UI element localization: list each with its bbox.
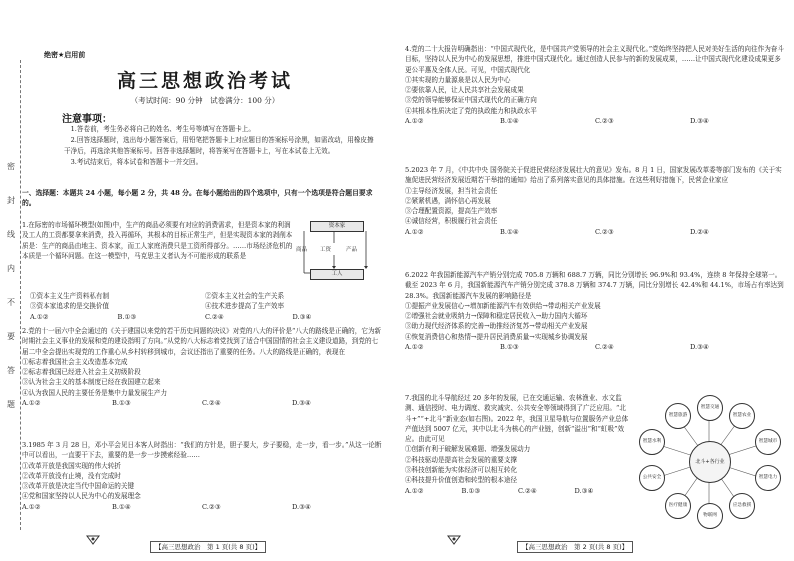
- option: ④恢复消费信心和热情→提升居民消费质量→实现城乡协调发展: [405, 332, 588, 341]
- question-stem: 5.2023 年 7 月，《中共中央 国务院关于促进民营经济发展壮大的意见》发布。8 月 1 日，国家发展改革委等部门发布的《关于实施促进民营经济发展近期若干举措的通知》给出了系列落实意见的具体措施。在这些利好措施下，民营企业家应: [405, 166, 782, 185]
- option: ②标志着我国已经进入社会主义初级阶段: [22, 368, 141, 377]
- question-4: [405, 44, 785, 126]
- answer-choice: B.①④: [500, 117, 519, 126]
- option: ③党的领导能够保证中国式现代化的正确方向: [405, 96, 537, 105]
- binding-line-text: [4, 160, 18, 432]
- option: ①提振产业发展信心→增加新能源汽车有效供给→带动相关产业发展: [405, 301, 601, 310]
- secret-label: 绝密★启用前: [44, 51, 86, 59]
- footer-label: 【高三思想政治 第 1 页(共 8 页)】: [150, 541, 266, 553]
- notice-title: 注意事项：: [62, 114, 112, 125]
- option: ③改革开放是决定当代中国命运的关键: [22, 482, 135, 491]
- product-label: 产品: [346, 247, 358, 253]
- publisher-logo-icon: [86, 535, 100, 545]
- binding-char: 要: [7, 332, 15, 341]
- worker-box: 工人: [310, 269, 364, 280]
- answer-choice: C.②④: [202, 399, 221, 408]
- answer-choice: A.①②: [405, 117, 424, 126]
- option: ④科技提升价值创造和转型的根本途径: [405, 476, 518, 485]
- answer-choice: C.②③: [595, 227, 614, 236]
- answer-choice: B.①④: [500, 227, 519, 236]
- wheel-node: 智慧农业: [729, 403, 755, 429]
- option: ②科技驱动是提高社会发展的重要支撑: [405, 455, 518, 464]
- notice-item: 3.考试结束后，将本试卷和答题卡一并交回。: [70, 158, 203, 166]
- answer-choice: C.②④: [205, 312, 224, 321]
- publisher-logo-icon: [447, 535, 461, 545]
- binding-char: 密: [7, 162, 15, 171]
- option: ①主导经济发展，担当社会责任: [405, 186, 498, 195]
- binding-char: 封: [7, 196, 15, 205]
- answer-choice: B.①③: [112, 399, 131, 408]
- answer-choice: B.①③: [500, 343, 519, 352]
- wheel-node: 公共安全: [639, 465, 665, 491]
- answer-choice: D.②④: [690, 227, 709, 236]
- capitalist-box: 资本家: [310, 221, 364, 232]
- option: ④认为我国人民的主要任务是集中力量发展生产力: [22, 388, 168, 397]
- option: ③助力现代经济体系的完善→助推经济复苏→带动相关产业发展: [405, 322, 588, 331]
- question-stem: 2.党的十一届六中全会通过的《关于建国以来党的若干历史问题的决议》对党的八大的评价是“八大的路线是正确的，它为新时期社会主义事业的发展和党的建设指明了方向。”从党的八大标志着党找到了适合中国国情的社会主义建设道路，到党的七届二中全会提出实现党的工作重心从乡村转移到城市，会议还指出了重要的任务。八大的路线是正确的，表现在: [22, 327, 382, 356]
- binding-dashed-line: [20, 60, 21, 530]
- option: ①改革开放是我国实现的伟大转折: [22, 461, 121, 470]
- binding-char: 答: [7, 366, 15, 375]
- wheel-node: 智慧城市: [755, 429, 781, 455]
- wheel-node: 应急救援: [729, 493, 755, 519]
- answer-choice: A.①②: [22, 502, 41, 511]
- option: ②紧紧机遇，满怀信心再发展: [405, 196, 491, 205]
- option: ④其根本性质决定了党的执政能力和执政水平: [405, 106, 537, 115]
- wheel-node: 医疗健康: [665, 493, 691, 519]
- question-2: [22, 326, 382, 408]
- wheel-node: 物联网: [697, 503, 723, 529]
- answer-choice: D.③④: [690, 117, 709, 126]
- answer-choice: D.③④: [292, 399, 311, 408]
- question-7: [405, 393, 631, 496]
- wheel-node: 智慧水利: [639, 429, 665, 455]
- wage-label: 工资: [320, 247, 332, 253]
- wheel-hub: 北斗+各行业: [689, 441, 731, 483]
- question-stem: 7.我国的北斗导航经过 20 多年的发展，已在交通运输、农林渔业、水文监测、通信授时、电力调度、救灾减灾、公共安全等领域得到了广泛应用。“北斗+”“+北斗”新业态(如右图)。2022 年，我国卫星导航与位置服务产业总体产值达到 5007 亿元，其中以北斗为核心的产业链，创新“溢出”和“虹吸”效应。由此可见: [405, 394, 629, 444]
- beidou-industry-wheel: [633, 395, 793, 530]
- answer-choice: D.③④: [292, 502, 311, 511]
- question-1: [22, 220, 294, 261]
- answer-choice: C.②③: [202, 502, 221, 511]
- question-3: [22, 440, 382, 512]
- market-cycle-diagram: [296, 221, 376, 287]
- answer-choice: C.②④: [518, 486, 537, 495]
- wheel-node: 智慧交通: [697, 395, 723, 421]
- answer-choice: B.①④: [112, 502, 131, 511]
- binding-char: 题: [7, 400, 15, 409]
- answer-choice: A.①②: [405, 343, 424, 352]
- notice-item: 1.答卷前，考生务必将自己的姓名、考生号等填写在答题卡上。: [70, 125, 255, 133]
- footer-label: 【高三思想政治 第 2 页(共 8 页)】: [517, 541, 633, 553]
- option: ①标志着我国社会主义改造基本完成: [22, 357, 128, 366]
- question-stem: 3.1985 年 3 月 28 日，邓小平会见日本客人时指出：“我们的方针是，胆子要大，步子要稳，走一步，看一步。”从这一论断中可以看出，一直要干下去，重要的是一步一步摸索经验……: [22, 441, 382, 460]
- page-footer: [150, 542, 266, 551]
- wheel-node: 智慧电力: [755, 465, 781, 491]
- option: ①资本主义生产资料私有制: [30, 292, 110, 300]
- question-stem: 4.党的二十大报告明确指出：“中国式现代化，是中国共产党领导的社会主义现代化。”党始终坚持把人民对美好生活的向往作为奋斗目标，坚持以人民为中心的发展思想，推进中国式现代化。通过创造人民参与的新的发展成果，……让中国式现代化建设成果更多更公平惠及全体人民。可见，中国式现代化: [405, 45, 784, 74]
- question-5: [405, 165, 785, 237]
- wheel-node: 智慧旅游: [665, 403, 691, 429]
- answer-choice: A.①②: [22, 399, 41, 408]
- question-6: [405, 270, 785, 352]
- question-stem: 1.在际密的市场循环模型(如图)中，生产的商品必须要有对应的消费需求，但是资本家的利润及工人的工资都要拿来消费，投入再循环，其根本的目标正常生产，但是实现资本家的剥削本质是：生产的商品由地主、资本家，而工人家庭消费只是工资所得部分。……市场经济危机的本质是一个循环问题。在这一模型中，马克思主义者认为不可能形成的联系是: [22, 221, 293, 260]
- notice-body: [64, 124, 380, 168]
- answer-choice: A.①②: [405, 486, 424, 495]
- option: ③资本家追求的是交换价值: [30, 302, 110, 311]
- diagram-arrows: [296, 221, 376, 287]
- option: ①创新有利于破解发展难题、增强发展动力: [405, 445, 531, 454]
- binding-char: 内: [7, 264, 15, 273]
- question-stem: 6.2022 年我国新能源汽车产销分别完成 705.8 万辆和 688.7 万辆，同比分别增长 96.9%和 93.4%，连续 8 年保持全球第一。截至 2023 年 6 月，我国新能源汽车产销分别完成 378.8 万辆和 374.7 万辆，同比分别增长 42.4%和 44.1%，市场占有率达到 28.3%。我国新能源汽车发展的影响路径是: [405, 271, 784, 300]
- exam-page-2: [397, 0, 794, 561]
- option: ②改革开放没有止境，没有完成时: [22, 471, 121, 480]
- option: ③合理配置资源，提高生产效率: [405, 207, 498, 216]
- answer-choice: B.①③: [461, 486, 481, 495]
- binding-char: 线: [7, 230, 15, 239]
- answer-choice: A.①②: [405, 227, 424, 236]
- option: ②要依靠人民，让人民共享社会发展成果: [405, 86, 524, 95]
- option: ④党和国家坚持以人民为中心的发展理念: [22, 492, 141, 501]
- option: ④技术进步提高了生产效率: [205, 302, 285, 311]
- answer-choice: C.②④: [595, 343, 614, 352]
- option: ②资本主义社会的生产关系: [205, 292, 285, 300]
- answer-choice: D.③④: [292, 312, 312, 321]
- binding-char: 不: [7, 298, 15, 307]
- section-heading: 一、选择题：本题共 24 小题，每小题 2 分，共 48 分。在每小题给出的四个选项中，只有一个选项是符合题目要求的。: [22, 189, 373, 207]
- option: ④诚信经营，积极履行社会责任: [405, 217, 498, 226]
- answer-choice: B.①③: [117, 312, 137, 321]
- exam-title: 高三思想政治考试: [116, 70, 293, 92]
- option: ③认为社会主义的基本制度已经在我国建立起来: [22, 378, 161, 387]
- answer-choice: D.③④: [574, 486, 594, 495]
- exam-meta: （考试时间：90 分钟 试卷满分：100 分）: [130, 96, 280, 105]
- option: ②增强社会就业吸纳力→保障和稳定居民收入→助力国内大循环: [405, 312, 588, 321]
- answer-choice: D.③④: [690, 343, 709, 352]
- page-footer: [517, 542, 633, 551]
- option: ①其实现的力量源泉是以人民为中心: [405, 75, 511, 84]
- notice-item: 2.回答选择题时，选出每小题答案后，用铅笔把答题卡上对应题目的答案标号涂黑，如需改动，用橡皮擦干净后，再选涂其他答案标号。回答非选择题时，将答案写在答题卡上，写在本试卷上无效。: [64, 136, 374, 155]
- option: ③科技创新能为实体经济可以相互转化: [405, 466, 518, 475]
- answer-choice: C.②③: [595, 117, 614, 126]
- question-1-options: [30, 291, 380, 322]
- answer-choice: A.①②: [30, 312, 49, 321]
- goods-label: 商品: [296, 247, 308, 253]
